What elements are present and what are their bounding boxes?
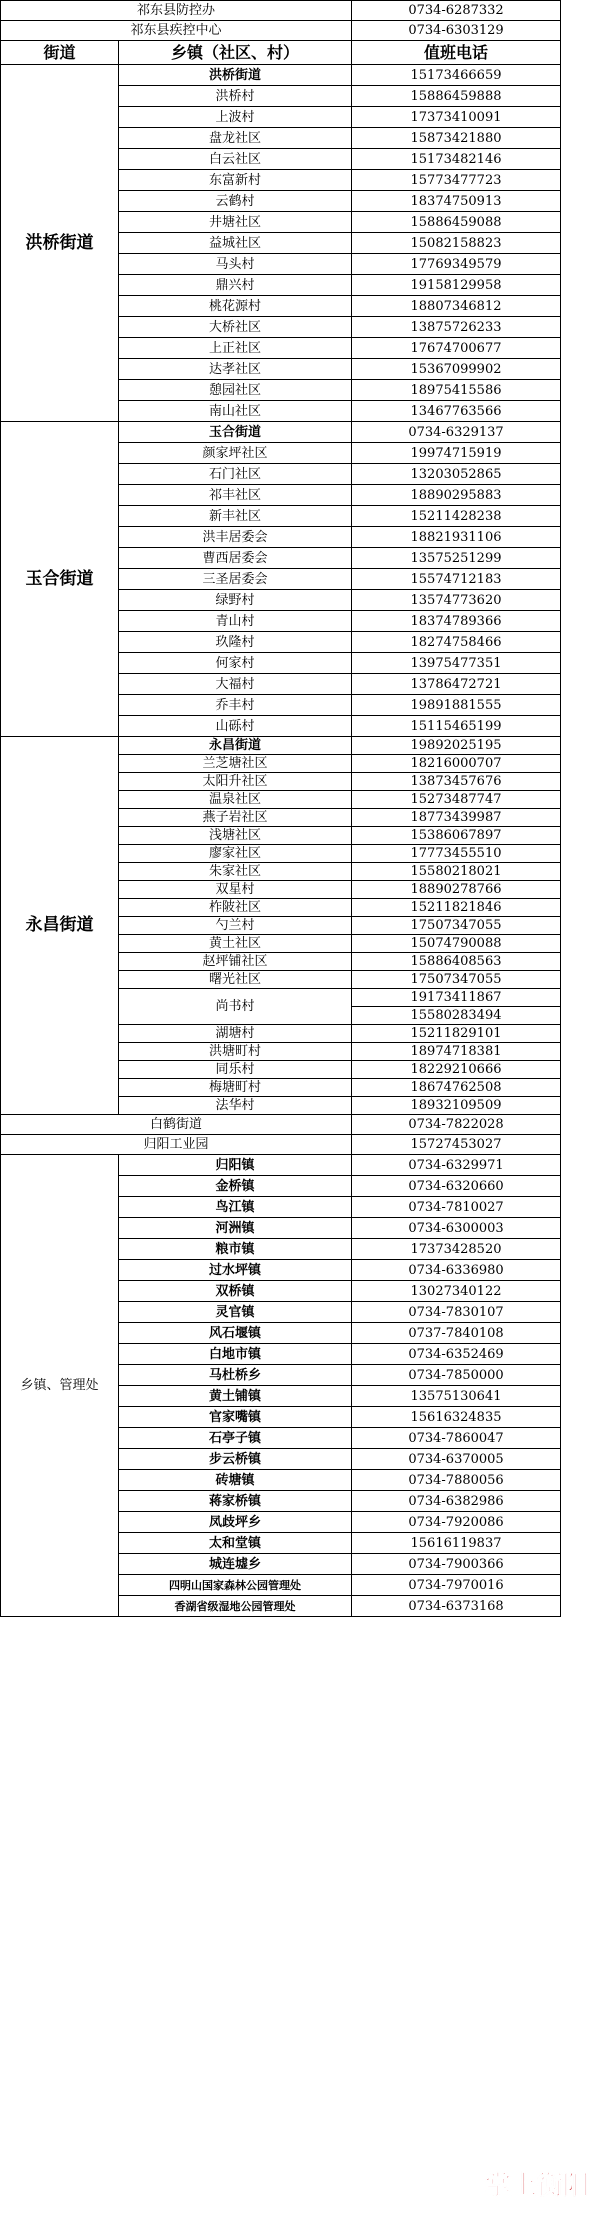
header-row: [1, 41, 561, 65]
township-name: 白云社区: [119, 149, 352, 170]
township-name: 颜家坪社区: [119, 443, 352, 464]
phone-number: 0734-7830107: [352, 1302, 561, 1323]
phone-number: 0734-7810027: [352, 1197, 561, 1218]
phone-number: 18821931106: [352, 527, 561, 548]
phone-number: 0734-6329137: [352, 422, 561, 443]
township-name: 憩园社区: [119, 380, 352, 401]
township-name: 燕子岩社区: [119, 809, 352, 827]
township-name: 勺兰村: [119, 917, 352, 935]
phone-number: 0734-7970016: [352, 1575, 561, 1596]
phone-number: 0734-6303129: [352, 21, 561, 41]
phone-number: 15773477723: [352, 170, 561, 191]
township-name: 赵坪铺社区: [119, 953, 352, 971]
phone-number: 15211829101: [352, 1025, 561, 1043]
phone-number: 18229210666: [352, 1061, 561, 1079]
township-name: 上正社区: [119, 338, 352, 359]
phone-number: 17507347055: [352, 971, 561, 989]
org-name: 归阳工业园: [1, 1135, 352, 1155]
phone-number: 0734-6320660: [352, 1176, 561, 1197]
township-name: 山砾村: [119, 716, 352, 737]
township-name: 粮市镇: [119, 1239, 352, 1260]
phone-number: 13575251299: [352, 548, 561, 569]
township-name: 洪丰居委会: [119, 527, 352, 548]
township-name: 祁丰社区: [119, 485, 352, 506]
phone-number: 19891881555: [352, 695, 561, 716]
phone-number: 0734-6336980: [352, 1260, 561, 1281]
phone-number: 18674762508: [352, 1079, 561, 1097]
phone-number: 0734-6373168: [352, 1596, 561, 1617]
township-name: 兰芝塘社区: [119, 755, 352, 773]
township-name: 黄土铺镇: [119, 1386, 352, 1407]
phone-number: 15173466659: [352, 65, 561, 86]
org-name: 白鹤街道: [1, 1115, 352, 1135]
township-name: 同乐村: [119, 1061, 352, 1079]
township-name: 风石堰镇: [119, 1323, 352, 1344]
phone-number: 0734-7860047: [352, 1428, 561, 1449]
phone-number: 15074790088: [352, 935, 561, 953]
phone-number: 13027340122: [352, 1281, 561, 1302]
phone-number: 18890295883: [352, 485, 561, 506]
township-name: 曹西居委会: [119, 548, 352, 569]
phone-number: 0734-6329971: [352, 1155, 561, 1176]
township-name: 归阳镇: [119, 1155, 352, 1176]
township-name: 玖隆村: [119, 632, 352, 653]
street-name: 永昌街道: [1, 737, 119, 1115]
mid-row: [1, 1135, 561, 1155]
street-name: 玉合街道: [1, 422, 119, 737]
watermark-text: 掌上衡阳: [484, 2171, 590, 2201]
township-name: 四明山国家森林公园管理处: [119, 1575, 352, 1596]
phone-number: 17769349579: [352, 254, 561, 275]
township-name: 东富新村: [119, 170, 352, 191]
township-name: 鼎兴村: [119, 275, 352, 296]
phone-number: 15616119837: [352, 1533, 561, 1554]
township-name: 温泉社区: [119, 791, 352, 809]
township-name: 梅塘町村: [119, 1079, 352, 1097]
township-name: 洪桥村: [119, 86, 352, 107]
phone-number: 15886408563: [352, 953, 561, 971]
phone-number: 13873457676: [352, 773, 561, 791]
phone-number: 18932109509: [352, 1097, 561, 1115]
phone-number: 13575130641: [352, 1386, 561, 1407]
phone-number: 17507347055: [352, 917, 561, 935]
township-name: 石亭子镇: [119, 1428, 352, 1449]
phone-number: 18374750913: [352, 191, 561, 212]
phone-number: 19974715919: [352, 443, 561, 464]
township-name: 砖塘镇: [119, 1470, 352, 1491]
township-name: 马杜桥乡: [119, 1365, 352, 1386]
township-name: 凤歧坪乡: [119, 1512, 352, 1533]
township-name: 金桥镇: [119, 1176, 352, 1197]
township-name: 曙光社区: [119, 971, 352, 989]
phone-number: 15886459088: [352, 212, 561, 233]
phone-number: 18975415586: [352, 380, 561, 401]
township-name: 官家嘴镇: [119, 1407, 352, 1428]
township-name: 香湖省级湿地公园管理处: [119, 1596, 352, 1617]
list-item: [1, 422, 561, 443]
phone-number: 13786472721: [352, 674, 561, 695]
township-group-label: 乡镇、管理处: [1, 1155, 119, 1617]
phone-number: 18216000707: [352, 755, 561, 773]
phone-number: 13975477351: [352, 653, 561, 674]
township-name: 乔丰村: [119, 695, 352, 716]
list-item: [1, 737, 561, 755]
phone-number: 0737-7840108: [352, 1323, 561, 1344]
phone-number: 15886459888: [352, 86, 561, 107]
township-name: 太阳升社区: [119, 773, 352, 791]
township-name: 步云桥镇: [119, 1449, 352, 1470]
township-name: 朱家社区: [119, 863, 352, 881]
header-phone: 值班电话: [352, 41, 561, 65]
phone-number: 18890278766: [352, 881, 561, 899]
township-name: 桃花源村: [119, 296, 352, 317]
phone-number: 15873421880: [352, 128, 561, 149]
township-name: 大福村: [119, 674, 352, 695]
header-township: 乡镇（社区、村）: [119, 41, 352, 65]
township-name: 达孝社区: [119, 359, 352, 380]
phone-number: 18274758466: [352, 632, 561, 653]
header-street: 街道: [1, 41, 119, 65]
phone-number: 18807346812: [352, 296, 561, 317]
watermark-logo: [482, 2156, 592, 2212]
township-name: 河洲镇: [119, 1218, 352, 1239]
township-name: 浅塘社区: [119, 827, 352, 845]
phone-number: 0734-6300003: [352, 1218, 561, 1239]
phone-number: 0734-6287332: [352, 1, 561, 21]
mid-row: [1, 1115, 561, 1135]
phone-number: 0734-6352469: [352, 1344, 561, 1365]
phone-number: 0734-7880056: [352, 1470, 561, 1491]
phone-number: 15367099902: [352, 359, 561, 380]
township-name: 石门社区: [119, 464, 352, 485]
phone-number: 17373428520: [352, 1239, 561, 1260]
township-name: 南山社区: [119, 401, 352, 422]
township-name: 过水坪镇: [119, 1260, 352, 1281]
township-name: 双桥镇: [119, 1281, 352, 1302]
phone-number: 0734-7920086: [352, 1512, 561, 1533]
phone-number: 0734-7900366: [352, 1554, 561, 1575]
phone-number: 18974718381: [352, 1043, 561, 1061]
township-name: 云鹤村: [119, 191, 352, 212]
top-row: [1, 21, 561, 41]
phone-number: 15386067897: [352, 827, 561, 845]
phone-number: 19892025195: [352, 737, 561, 755]
street-name: 洪桥街道: [1, 65, 119, 422]
township-name: 玉合街道: [119, 422, 352, 443]
township-name: 城连墟乡: [119, 1554, 352, 1575]
township-name: 三圣居委会: [119, 569, 352, 590]
phone-number: 15211821846: [352, 899, 561, 917]
phone-number: 15173482146: [352, 149, 561, 170]
phone-number: 15211428238: [352, 506, 561, 527]
township-name: 上波村: [119, 107, 352, 128]
phone-number: 15727453027: [352, 1135, 561, 1155]
township-name: 永昌街道: [119, 737, 352, 755]
phone-number: 19173411867: [352, 989, 561, 1007]
township-name: 绿野村: [119, 590, 352, 611]
township-name: 尚书村: [119, 989, 352, 1025]
phone-number: 17773455510: [352, 845, 561, 863]
township-name: 灵官镇: [119, 1302, 352, 1323]
township-name: 洪桥街道: [119, 65, 352, 86]
township-name: 白地市镇: [119, 1344, 352, 1365]
township-name: 法华村: [119, 1097, 352, 1115]
township-name: 盘龙社区: [119, 128, 352, 149]
township-name: 湖塘村: [119, 1025, 352, 1043]
phone-number: 18374789366: [352, 611, 561, 632]
phone-number: 17674700677: [352, 338, 561, 359]
township-name: 井塘社区: [119, 212, 352, 233]
phone-number: 19158129958: [352, 275, 561, 296]
org-name: 祁东县疾控中心: [1, 21, 352, 41]
phone-number: 15616324835: [352, 1407, 561, 1428]
phone-number: 13574773620: [352, 590, 561, 611]
phone-number: 0734-7822028: [352, 1115, 561, 1135]
phone-number: 15580283494: [352, 1007, 561, 1025]
phone-number: 0734-6370005: [352, 1449, 561, 1470]
township-name: 廖家社区: [119, 845, 352, 863]
phone-number: 13203052865: [352, 464, 561, 485]
township-name: 新丰社区: [119, 506, 352, 527]
township-name: 黄土社区: [119, 935, 352, 953]
phone-number: 0734-7850000: [352, 1365, 561, 1386]
phone-number: 13467763566: [352, 401, 561, 422]
township-name: 何家村: [119, 653, 352, 674]
list-item: [1, 1155, 561, 1176]
phone-number: 15115465199: [352, 716, 561, 737]
township-name: 洪塘町村: [119, 1043, 352, 1061]
township-name: 柞陂社区: [119, 899, 352, 917]
phone-number: 15273487747: [352, 791, 561, 809]
phone-number: 0734-6382986: [352, 1491, 561, 1512]
township-name: 马头村: [119, 254, 352, 275]
phone-number: 18773439987: [352, 809, 561, 827]
phone-number: 17373410091: [352, 107, 561, 128]
phone-number: 15574712183: [352, 569, 561, 590]
township-name: 太和堂镇: [119, 1533, 352, 1554]
top-row: [1, 1, 561, 21]
org-name: 祁东县防控办: [1, 1, 352, 21]
township-name: 鸟江镇: [119, 1197, 352, 1218]
township-name: 蒋家桥镇: [119, 1491, 352, 1512]
township-name: 青山村: [119, 611, 352, 632]
phone-number: 13875726233: [352, 317, 561, 338]
township-name: 双星村: [119, 881, 352, 899]
township-name: 益城社区: [119, 233, 352, 254]
list-item: [1, 65, 561, 86]
phone-number: 15580218021: [352, 863, 561, 881]
phone-number: 15082158823: [352, 233, 561, 254]
township-name: 大桥社区: [119, 317, 352, 338]
